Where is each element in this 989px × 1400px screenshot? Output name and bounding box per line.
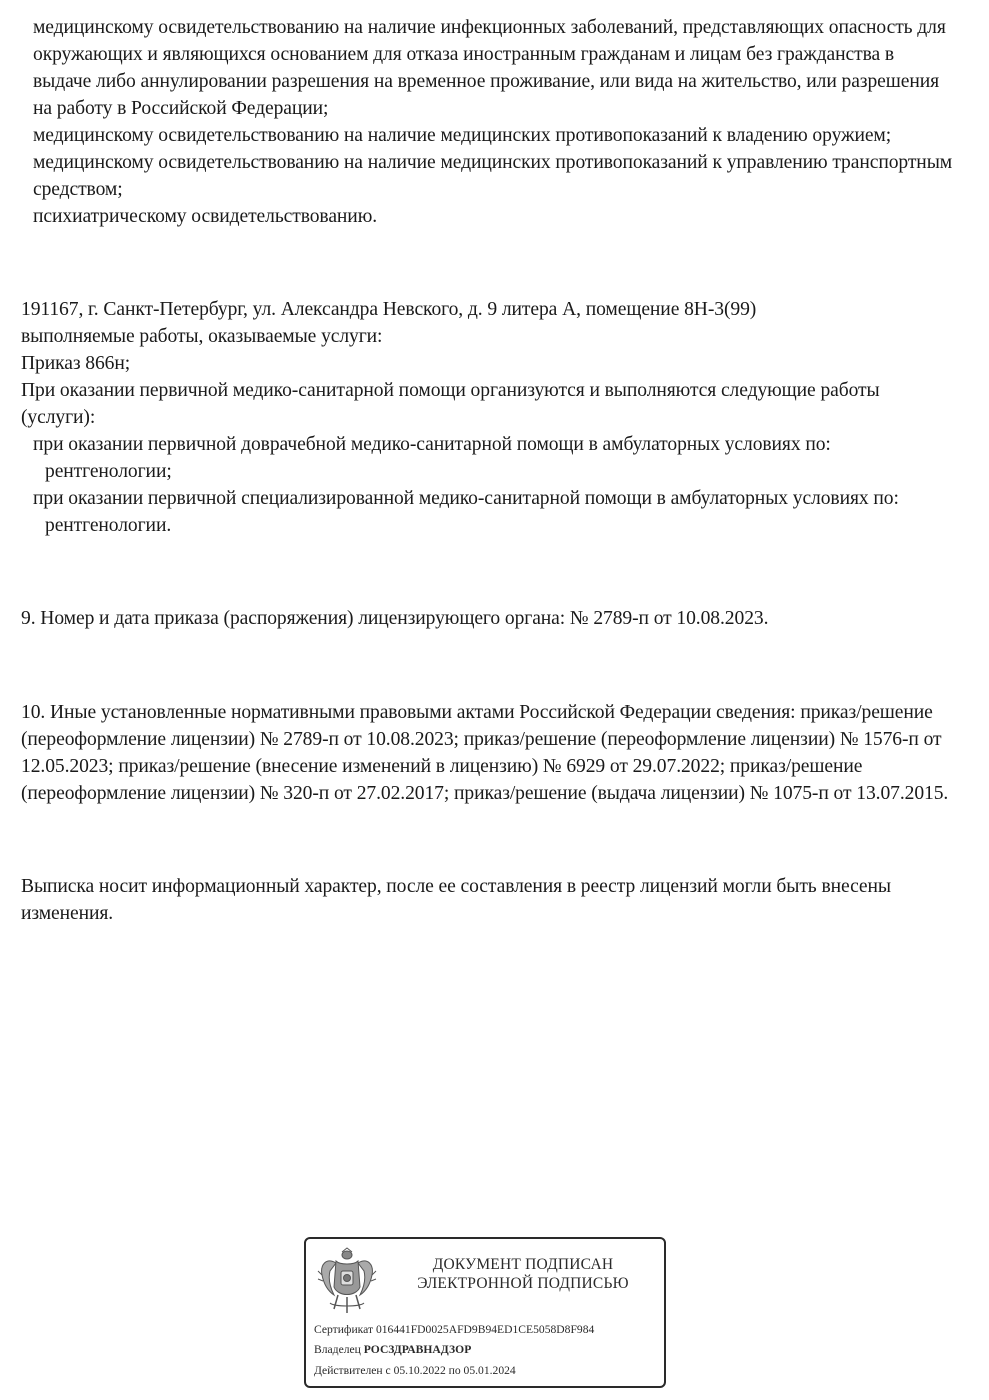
coat-of-arms-icon bbox=[316, 1247, 378, 1317]
document-body bbox=[21, 14, 955, 927]
stamp-title bbox=[398, 1255, 648, 1293]
certificate-value: 016441FD0025AFD9B94ED1CE5058D8F984 bbox=[375, 1323, 595, 1336]
paragraph: Приказ 866н; bbox=[21, 353, 131, 375]
paragraph: 9. Номер и дата приказа (распоряжения) лицензирующего органа: № 2789-п от 10.08.2023. bbox=[21, 608, 769, 630]
paragraph: 10. Иные установленные нормативными правовыми актами Российской Федерации сведения: приказ/решение (переоформление лицензии) № 2789-п от 10.08.2023; приказ/решение (переоформление лицензии) № 1576-п от 12.05.2023; приказ/решение (внесение изменений в лицензию) № 6929 от 29.07.2022; приказ/решение (переоформление лицензии) № 320-п от 27.02.2017; приказ/решение (выдача лицензии) № 1075-п от 13.07.2015. bbox=[21, 701, 949, 804]
paragraph: при оказании первичной специализированной медико-санитарной помощи в амбулаторных условиях по: bbox=[33, 488, 899, 510]
paragraph: выполняемые работы, оказываемые услуги: bbox=[21, 326, 383, 348]
paragraph: При оказании первичной медико-санитарной помощи организуются и выполняются следующие работы (услуги): bbox=[21, 380, 880, 429]
paragraph: психиатрическому освидетельствованию. bbox=[33, 206, 378, 227]
paragraph: при оказании первичной доврачебной медико-санитарной помощи в амбулаторных условиях по: bbox=[33, 434, 831, 456]
owner-label: Владелец bbox=[314, 1343, 361, 1356]
certificate-line bbox=[314, 1323, 594, 1337]
certificate-label: Сертификат bbox=[314, 1323, 374, 1336]
paragraph: рентгенологии; bbox=[45, 461, 172, 483]
electronic-signature-stamp bbox=[304, 1237, 666, 1388]
paragraph: 191167, г. Санкт-Петербург, ул. Александра Невского, д. 9 литера А, помещение 8Н-3(99) bbox=[21, 299, 757, 321]
stamp-title-line1: ДОКУМЕНТ ПОДПИСАН bbox=[432, 1256, 614, 1273]
validity-line: Действителен с 05.10.2022 по 05.01.2024 bbox=[314, 1364, 516, 1377]
paragraph: рентгенологии. bbox=[45, 515, 172, 537]
paragraph-gap bbox=[21, 559, 955, 586]
paragraph: медицинскому освидетельствованию на наличие медицинских противопоказаний к управлению транспортным средством; bbox=[33, 152, 953, 200]
paragraph: медицинскому освидетельствованию на наличие медицинских противопоказаний к владению оружием; bbox=[33, 125, 892, 146]
paragraph-gap bbox=[21, 826, 955, 853]
paragraph: Выписка носит информационный характер, после ее составления в реестр лицензий могли быть внесены изменения. bbox=[21, 875, 891, 924]
stamp-title-line2: ЭЛЕКТРОННОЙ ПОДПИСЬЮ bbox=[417, 1275, 629, 1292]
owner-value: РОСЗДРАВНАДЗОР bbox=[363, 1343, 472, 1356]
paragraph-gap bbox=[21, 250, 955, 277]
paragraph: медицинскому освидетельствованию на наличие инфекционных заболеваний, представляющих опасность для окружающих и являющихся основанием для отказа иностранным гражданам и лицам без гражданства в выдаче либо аннулировании разрешения на временное проживание, или вида на жительство, или разрешения на работу в Российской Федерации; bbox=[33, 17, 946, 119]
paragraph-gap bbox=[21, 652, 955, 679]
owner-line bbox=[314, 1343, 471, 1357]
